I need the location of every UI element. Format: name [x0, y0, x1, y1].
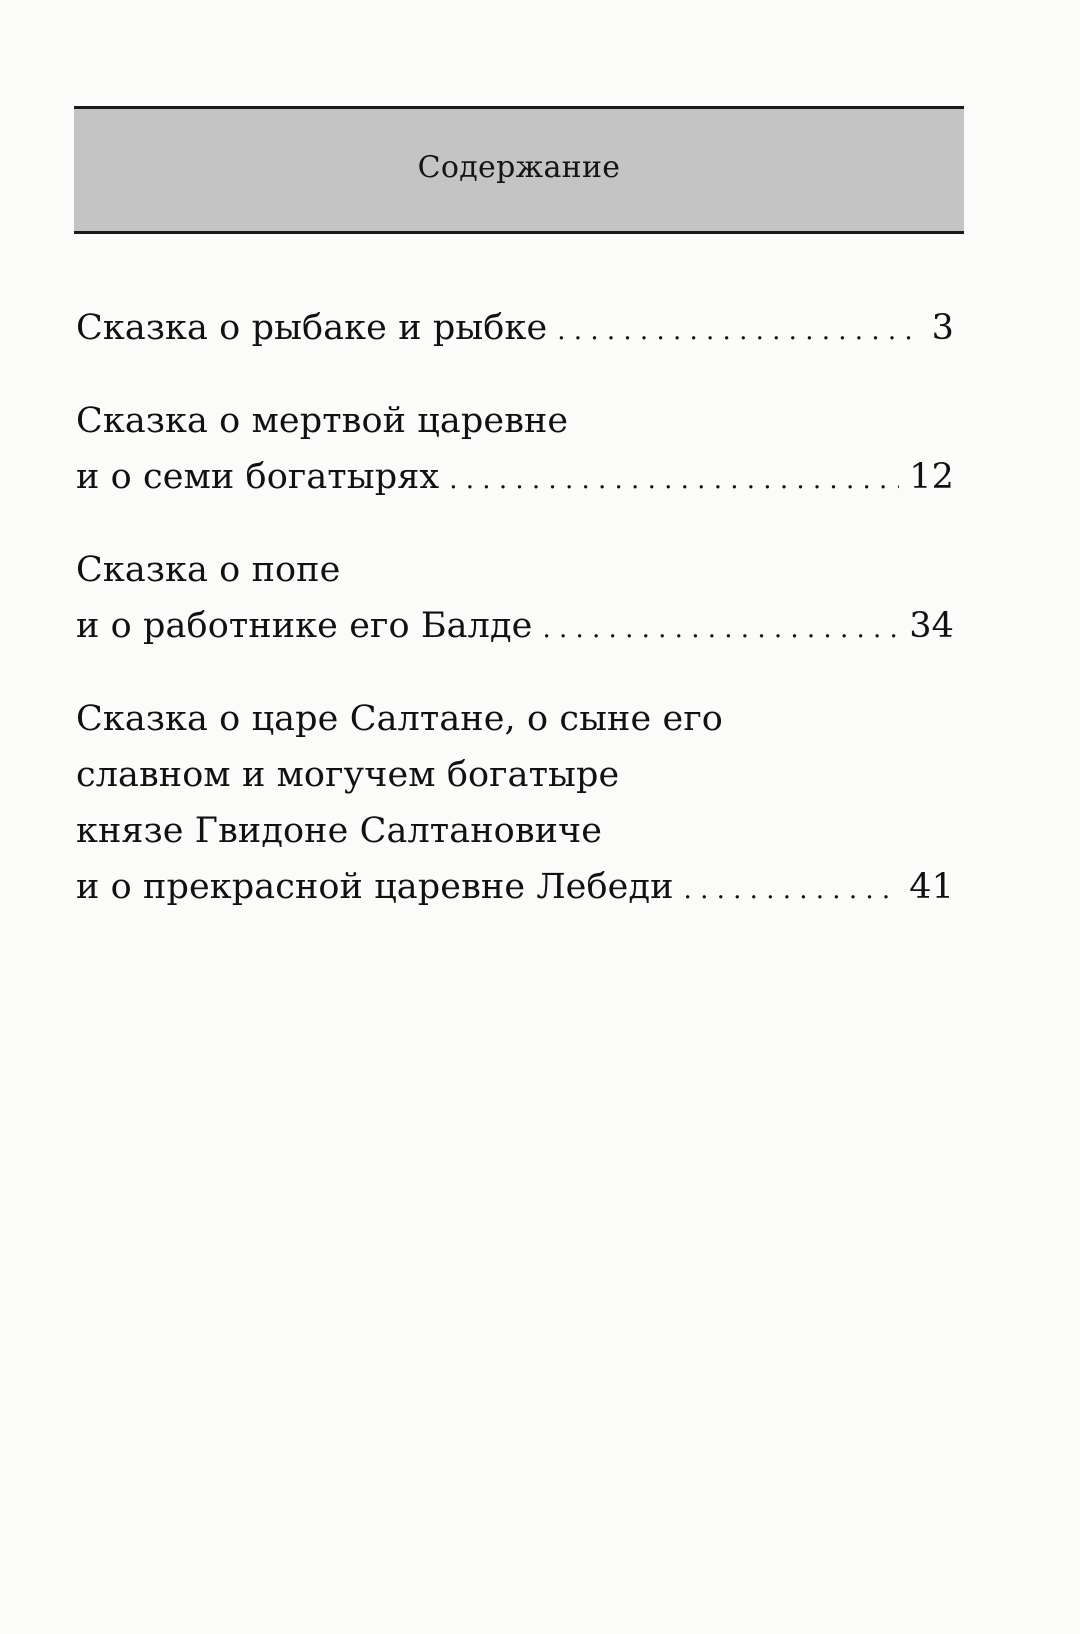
- toc-entry-title: и о прекрасной царевне Лебеди: [76, 867, 674, 907]
- toc-entry-last-line: [76, 598, 954, 657]
- toc-entry-title-line: Сказка о царе Салтане, о сыне его: [76, 699, 723, 739]
- toc-entry[interactable]: [76, 393, 954, 508]
- toc-entry-page-number: 12: [909, 457, 954, 497]
- toc-entry-last-line: [76, 300, 954, 359]
- toc-entry-title-line: Сказка о мертвой царевне: [76, 401, 569, 441]
- toc-entry-page-number: 3: [931, 308, 954, 348]
- toc-entry-page-number: 41: [909, 867, 954, 907]
- toc-entry-title-line: славном и могучем богатыре: [76, 755, 620, 795]
- toc-entry[interactable]: [76, 542, 954, 657]
- page-title: Содержание: [417, 149, 621, 185]
- dot-leader: [449, 452, 899, 508]
- toc-entry-page-number: 34: [909, 606, 954, 646]
- toc-entry-last-line: [76, 449, 954, 508]
- toc-entry-last-line: [76, 859, 954, 918]
- toc-entry-title: Сказка о рыбаке и рыбке: [76, 308, 548, 348]
- toc-entry-title-line: Сказка о попе: [76, 550, 341, 590]
- dot-leader: [557, 303, 921, 359]
- table-of-contents: [76, 300, 954, 952]
- toc-entry[interactable]: [76, 691, 954, 918]
- toc-entry-title-line: князе Гвидоне Салтановиче: [76, 811, 603, 851]
- dot-leader: [542, 601, 899, 657]
- toc-entry-title: и о семи богатырях: [76, 457, 440, 497]
- toc-entry-title: и о работнике его Балде: [76, 606, 533, 646]
- contents-header-band: [74, 106, 964, 234]
- toc-entry[interactable]: [76, 300, 954, 359]
- dot-leader: [684, 862, 900, 918]
